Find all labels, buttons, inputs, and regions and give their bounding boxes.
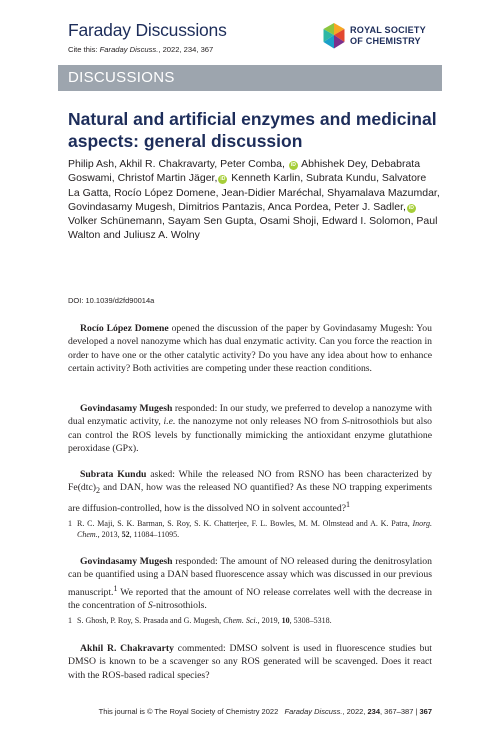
discussion-paragraph [68, 642, 432, 682]
paragraph-text: the nanozyme not only releases NO from [175, 416, 343, 428]
reference-text: S. Ghosh, P. Roy, S. Prasada and G. Mugesh, [77, 616, 224, 625]
paragraph-text: responded: In our study, we preferred to develop a nanozyme with dual enzymatic activity, [68, 403, 432, 428]
paragraph-text: -nitrosothiols. [152, 600, 207, 612]
cite-journal: Faraday Discuss. [99, 45, 159, 54]
speaker-name: Subrata Kundu [80, 469, 147, 480]
authors-part: Kenneth Karlin, Subrata Kundu, Salvatore La Gatta, Rocío López Domene, Jean-Didier Maréchal, Shyamalava Mazumdar, Govindasamy Mugesh, Dimitrios Pantazis, Anca Pordea, Peter J. Sadler, [68, 172, 440, 213]
italic-text: S [342, 416, 347, 428]
section-label: DISCUSSIONS [68, 69, 175, 86]
authors-part: Philip Ash, Akhil R. Chakravarty, Peter Comba, [68, 158, 285, 170]
speaker-name: Rocío López Domene [80, 323, 169, 334]
orcid-icon[interactable]: iD [220, 176, 226, 183]
footer-volume: 234 [367, 707, 380, 716]
discussion-paragraph [68, 322, 432, 375]
cite-label: Cite this: [68, 45, 98, 54]
reference-marker[interactable]: 1 [346, 499, 351, 509]
orcid-icon[interactable]: iD [290, 162, 296, 168]
section-banner [58, 65, 442, 91]
paragraph-text: opened the discussion of the paper by Govindasamy Mugesh: You developed a novel nanozyme which has dual enzymatic activity. Can you force the reaction in order to have one or the other catalytic activity? Do you have any idea about how to enhance certain activity? Both activities are competing under these reaction conditions. [68, 323, 432, 374]
footer-journal: Faraday Discuss. [284, 707, 343, 716]
discussion-paragraph [68, 555, 432, 612]
discussion-paragraph [68, 402, 432, 455]
reference-journal: Chem. Sci. [223, 616, 258, 625]
subscript: 2 [95, 486, 101, 496]
footer-text: , 2022, [342, 707, 368, 716]
journal-name: Faraday Discussions [68, 20, 227, 40]
rsc-hexagon-icon [322, 22, 346, 50]
orcid-icon[interactable]: iD [408, 204, 414, 211]
reference-marker[interactable]: 1 [113, 583, 118, 593]
footnote-reference [68, 616, 432, 627]
page-footer [0, 707, 432, 716]
authors-part: Abhishek Dey, Debabrata Goswami, Christof Martin Jäger, [68, 158, 421, 185]
reference-number: 1 [68, 519, 72, 528]
authors-part: Volker Schünemann, Sayam Sen Gupta, Osami Shoji, Edward I. Solomon, Paul Walton and Juliusz A. Wolny [68, 215, 438, 242]
discussion-paragraph [68, 468, 432, 515]
reference-text: , 5308–5318. [289, 616, 332, 625]
reference-volume: 10 [281, 616, 290, 625]
rsc-name-line1: ROYAL SOCIETY [350, 25, 426, 35]
reference-volume: 52 [121, 529, 130, 539]
speaker-name: Govindasamy Mugesh [80, 556, 173, 567]
copyright-text: This journal is © The Royal Society of Chemistry 2022 [98, 707, 279, 716]
paragraph-text: asked: While the released NO from RSNO has been characterized by Fe(dtc) [68, 469, 432, 494]
article-title: Natural and artificial enzymes and medicinal aspects: general discussion [68, 109, 437, 151]
footer-text: , 367–387 | [380, 707, 420, 716]
page-number: 367 [419, 707, 432, 716]
paragraph-text: commented: DMSO solvent is used in fluorescence studies but DMSO is known to be a scavenger so any ROS generated will be scavenged. Does it react with the ROS-based radical species? [68, 643, 432, 681]
italic-text: S [147, 600, 153, 612]
paragraph-text: responded: The amount of NO released during the denitrosylation can be quantified using a DAN based fluorescence assay which was discussed in our previous manuscript. [68, 556, 432, 598]
citation-line [68, 45, 213, 54]
doi-link[interactable]: DOI: 10.1039/d2fd90014a [68, 296, 155, 305]
paragraph-text: and DAN, how was the released NO quantified? As these NO trapping experiments are diffusion-controlled, how is the dissolved NO in solvent accounted? [68, 482, 432, 514]
italic-text: i.e. [163, 416, 176, 428]
footnote-reference [68, 519, 432, 541]
reference-text: , 2013, [97, 529, 122, 539]
cite-details: , 2022, 234, 367 [158, 45, 214, 54]
reference-journal: Inorg. Chem. [77, 519, 432, 539]
paragraph-text: -nitrosothiols but also can control the ROS levels by functionally mimicking the antioxidant enzyme glutathione peroxidase (GPx). [68, 416, 432, 454]
rsc-logo [322, 22, 442, 52]
reference-number: 1 [68, 616, 72, 625]
reference-text: , 11084–11095. [129, 529, 180, 539]
paragraph-text: We reported that the amount of NO release correlates well with the decrease in the concentration of [68, 586, 432, 612]
author-list [68, 157, 440, 243]
speaker-name: Akhil R. Chakravarty [80, 643, 174, 654]
rsc-name-line2: OF CHEMISTRY [350, 36, 421, 46]
reference-text: R. C. Maji, S. K. Barman, S. Roy, S. K. Chatterjee, F. L. Bowles, M. M. Olmstead and A. K. Patra, [77, 519, 413, 528]
reference-text: , 2019, [257, 616, 282, 625]
speaker-name: Govindasamy Mugesh [80, 403, 173, 414]
